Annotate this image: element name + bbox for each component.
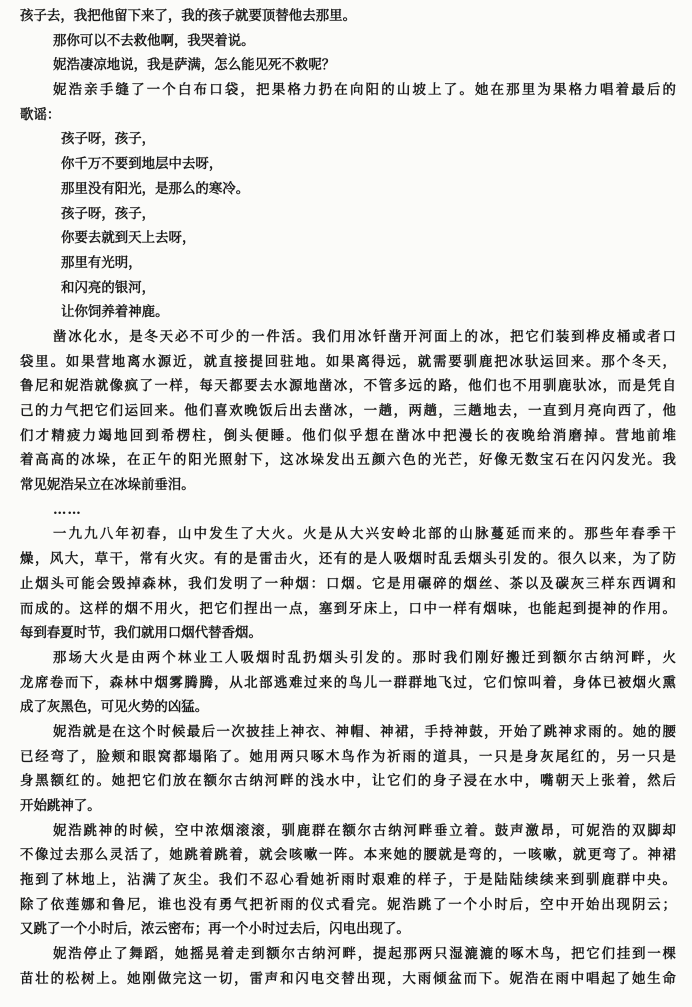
text-line: 又跳了一个小时后，浓云密布；再一个小时过去后，闪电出现了。 (20, 921, 410, 938)
text-line: 孩子去，我把他留下来了，我的孩子就要顶替他去那里。 (20, 8, 357, 24)
text-line: 妮浩就是在这个时候最后一次披挂上神衣、神帽、神裙，手持神鼓，开始了跳神求雨的。她的腰 (53, 723, 676, 740)
poem-line: 那里有光明， (61, 254, 142, 271)
text-line: 除了依莲娜和鲁尼，谁也没有勇气把祈雨的仪式看完。妮浩跳了一个小时后，空中开始出现阴云； (20, 896, 676, 913)
text-line: 止烟头可能会毁掉森林，我们发明了一种烟：口烟。它是用碾碎的烟丝、茶以及碳灰三样东西调和 (20, 575, 676, 592)
text-line: 龙席卷而下，森林中烟雾腾腾，从北部逃难过来的鸟儿一群群地飞过，它们惊叫着，身体已被烟火熏 (20, 674, 676, 691)
text-line: 每到春夏时节，我们就用口烟代替香烟。 (20, 625, 262, 642)
text-line: 身黑额红的。她把它们放在额尔古纳河畔的浅水中，让它们的身子浸在水中，嘴朝天上张着，然后 (20, 773, 676, 790)
section-break-ellipsis: …… (53, 501, 82, 518)
poem-line: 孩子呀，孩子， (61, 205, 156, 222)
text-line: 妮浩停止了舞蹈，她摇晃着走到额尔古纳河畔，提起那两只湿漉漉的啄木鸟，把它们挂到一棵 (53, 946, 676, 963)
text-line: 凿冰化水，是冬天必不可少的一件活。我们用冰钎凿开河面上的冰，把它们装到桦皮桶或者口 (53, 328, 676, 345)
text-line: 而成的。这样的烟不用火，把它们捏出一点，塞到牙床上，口中一样有烟味，也能起到提神的作用。 (20, 600, 676, 617)
text-line: 拖到了林地上，沾满了灰尘。我们不忍心看她祈雨时艰难的样子，于是陆陆续续来到驯鹿群中央。 (20, 872, 676, 889)
text-line: 苗壮的松树上。她刚做完这一切，雷声和闪电交替出现，大雨倾盆而下。妮浩在雨中唱起了她生命 (20, 970, 676, 987)
text-line: 妮浩跳神的时候，空中浓烟滚滚，驯鹿群在额尔古纳河畔垂立着。鼓声激昂，可妮浩的双脚却 (53, 822, 676, 839)
poem-line: 你要去就到天上去呀， (61, 230, 196, 247)
text-line: 鲁尼和妮浩就像疯了一样，每天都要去水源地凿冰，不管多远的路，他们也不用驯鹿驮冰，而是凭自 (20, 378, 676, 395)
text-line: 成了灰黑色，可见火势的凶猛。 (20, 699, 209, 716)
poem-line: 那里没有阳光，是那么的寒冷。 (61, 180, 250, 197)
text-line: 着高高的冰垛，在正午的阳光照射下，这冰垛发出五颜六色的光芒，好像无数宝石在闪闪发光。我 (20, 452, 676, 469)
poem-line: 和闪亮的银河， (61, 279, 156, 296)
text-line: 歌谣： (20, 106, 61, 123)
text-line: 妮浩凄凉地说，我是萨满，怎么能见死不救呢？ (53, 57, 336, 74)
text-line: 己的力气把它们运回来。他们喜欢晚饭后出去凿冰，一趟，两趟，三趟地去，一直到月亮向西了，他 (20, 403, 676, 419)
poem-line: 你千万不要到地层中去呀， (61, 156, 223, 173)
text-line: 袋里。如果营地离水源近，就直接提回驻地。如果离得远，就需要驯鹿把冰驮运回来。那个冬天， (20, 353, 676, 370)
text-line: 那场大火是由两个林业工人吸烟时乱扔烟头引发的。那时我们刚好搬迁到额尔古纳河畔，火 (53, 649, 676, 666)
text-line: 不像过去那么灵活了，她跳着跳着，就会咳嗽一阵。本来她的腰就是弯的，一咳嗽，就更弯了。神裙 (20, 847, 676, 864)
text-line: 常见妮浩呆立在冰垛前垂泪。 (20, 477, 195, 494)
text-line: 妮浩亲手缝了一个白布口袋，把果格力扔在向阳的山坡上了。她在那里为果格力唱着最后的 (53, 82, 676, 99)
poem-line: 让你饲养着神鹿。 (61, 304, 169, 321)
text-line: 燥，风大，草干，常有火灾。有的是雷击火，还有的是人吸烟时乱丢烟头引发的。很久以来，为了防 (20, 551, 676, 568)
text-line: 已经弯了，脸颊和眼窝都塌陷了。她用两只啄木鸟作为祈雨的道具，一只是身灰尾红的，另一只是 (20, 748, 676, 765)
body-text (20, 4, 676, 992)
text-line: 那你可以不去救他啊，我哭着说。 (53, 32, 255, 49)
text-line: 们才精疲力竭地回到希楞柱，倒头便睡。他们似乎想在凿冰中把漫长的夜晚给消磨掉。营地前堆 (20, 427, 676, 444)
text-line: 开始跳神了。 (20, 798, 101, 814)
text-line: 一九九八年初春，山中发生了大火。火是从大兴安岭北部的山脉蔓延而来的。那些年春季干 (53, 526, 676, 543)
poem-line: 孩子呀，孩子， (61, 131, 156, 148)
